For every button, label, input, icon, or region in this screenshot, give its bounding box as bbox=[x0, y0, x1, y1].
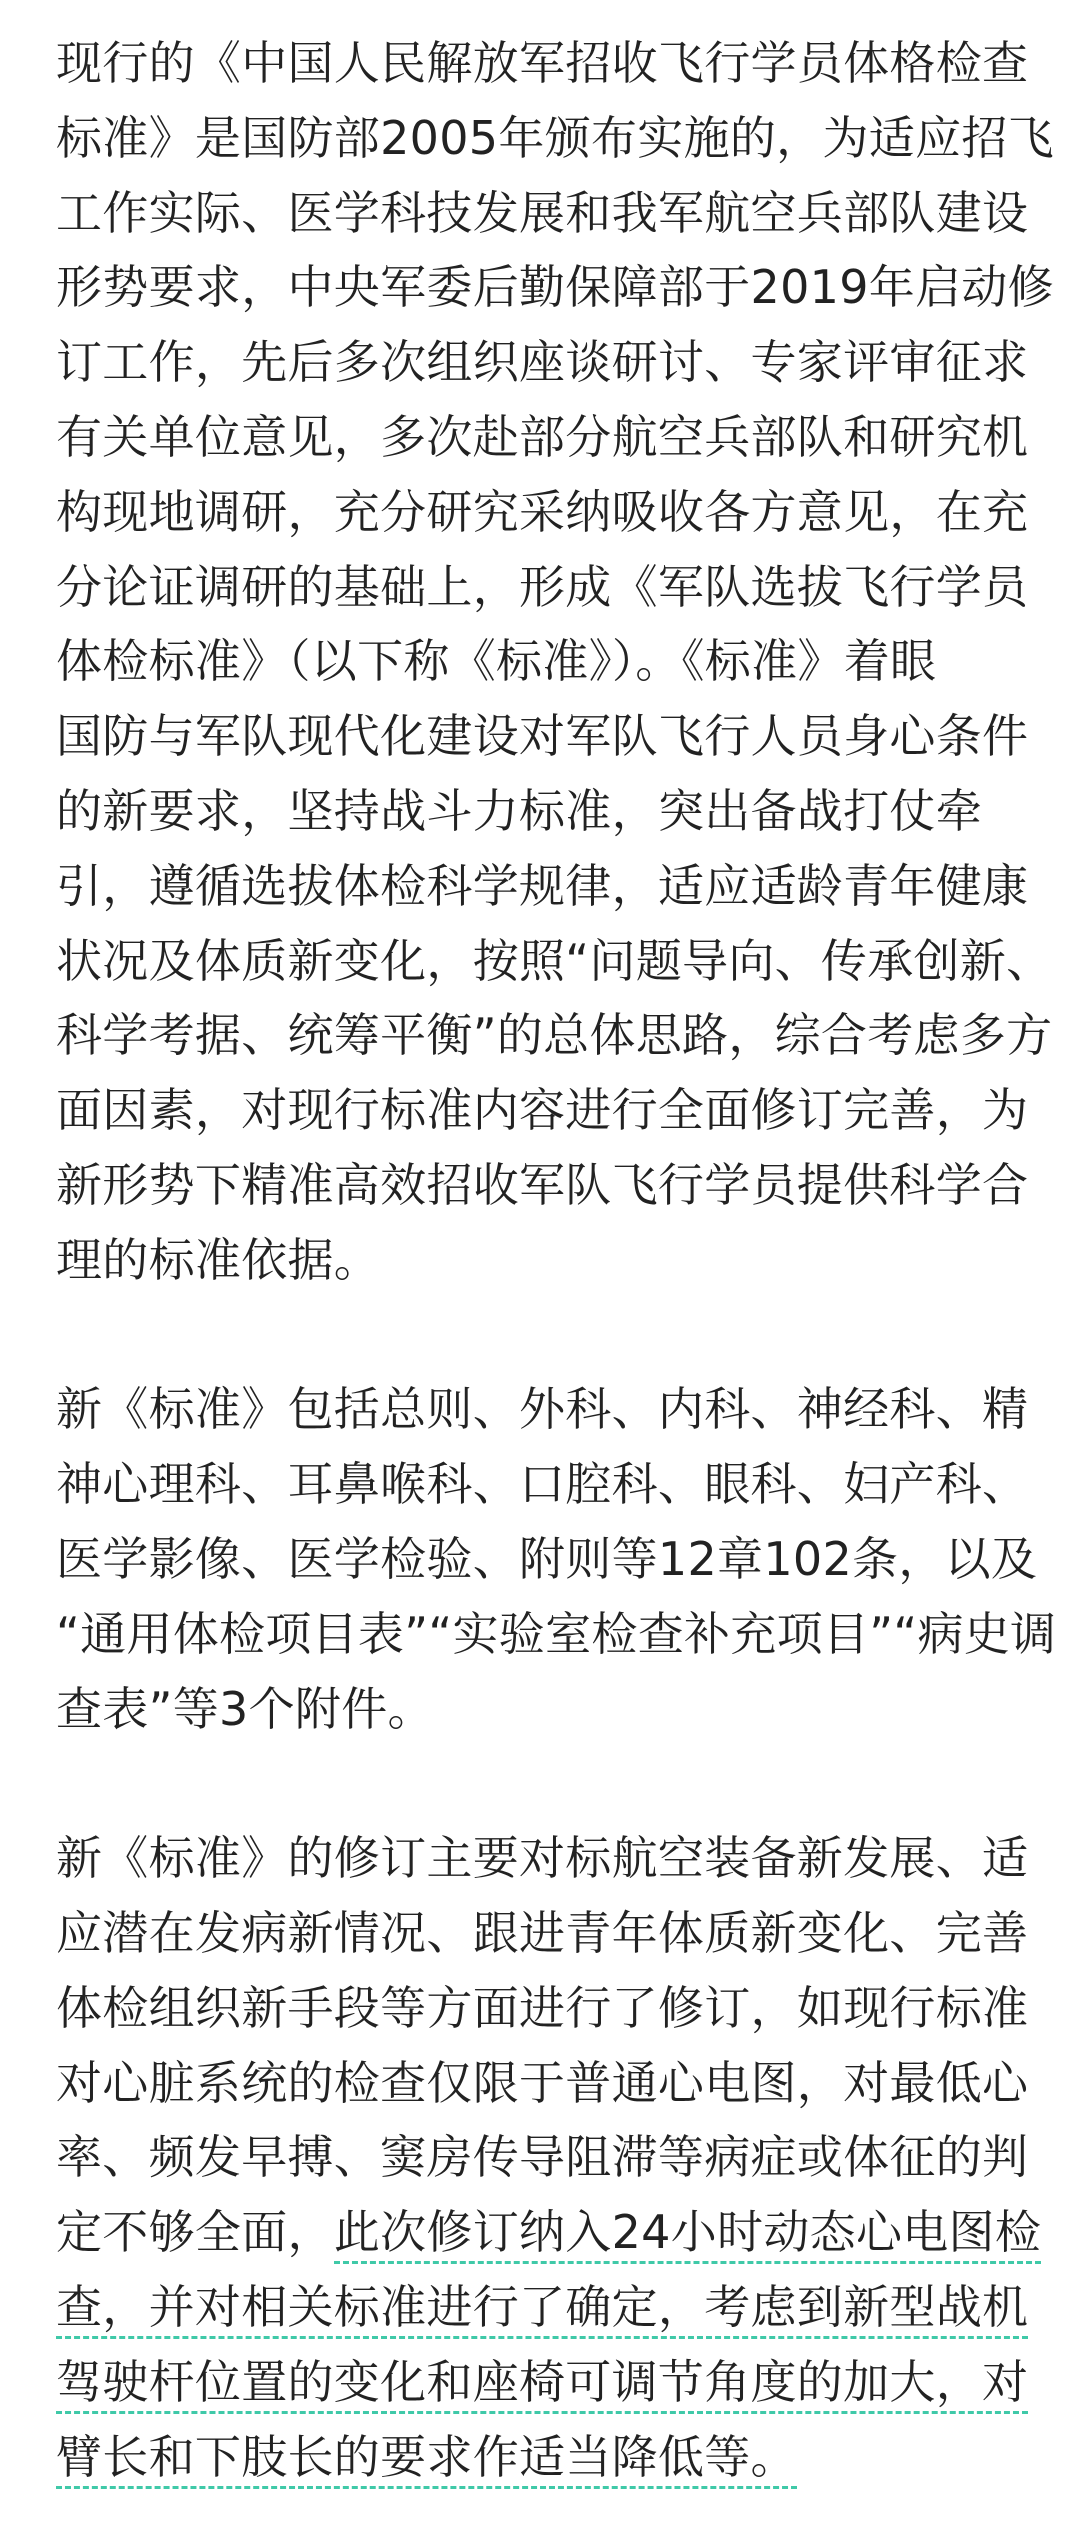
text-line: 订工作，先后多次组织座谈研讨、专家评审征求 bbox=[56, 335, 1029, 390]
text-line: 有关单位意见，多次赴部分航空兵部队和研究机 bbox=[56, 409, 1029, 464]
highlighted-text[interactable]: 此次修订纳入24小时动态心电图检 bbox=[334, 2205, 1041, 2264]
text-line: 形势要求，中央军委后勤保障部于2019年启动修 bbox=[56, 260, 1054, 315]
text-line: 新形势下精准高效招收军队飞行学员提供科学合 bbox=[56, 1157, 1029, 1212]
text-line: 工作实际、医学科技发展和我军航空兵部队建设 bbox=[56, 185, 1029, 240]
text-line: 国防与军队现代化建设对军队飞行人员身心条件 bbox=[56, 709, 1029, 764]
text-line: 神心理科、耳鼻喉科、口腔科、眼科、妇产科、 bbox=[56, 1457, 1029, 1512]
text-line: 医学影像、医学检验、附则等12章102条，以及 bbox=[56, 1531, 1038, 1586]
text-line: 新《标准》的修订主要对标航空装备新发展、适 bbox=[56, 1831, 1029, 1886]
text-line: “通用体检项目表”“实验室检查补充项目”“病史调 bbox=[56, 1606, 1057, 1661]
text-line: 体检组织新手段等方面进行了修订，如现行标准 bbox=[56, 1980, 1029, 2035]
text-line: 标准》是国防部2005年颁布实施的，为适应招飞 bbox=[56, 110, 1054, 165]
text-line: 新《标准》包括总则、外科、内科、神经科、精 bbox=[56, 1382, 1029, 1437]
paragraph-1 bbox=[56, 26, 1054, 1298]
text-line: 率、频发早搏、窦房传导阻滞等病症或体征的判 bbox=[56, 2130, 1029, 2185]
text-line: 查表”等3个附件。 bbox=[56, 1681, 434, 1736]
paragraph-spacer bbox=[56, 1746, 1028, 1821]
text-line: 的新要求，坚持战斗力标准，突出备战打仗牵 bbox=[56, 783, 982, 838]
text-line: 面因素，对现行标准内容进行全面修订完善，为 bbox=[56, 1083, 1029, 1138]
text-line bbox=[56, 2270, 1028, 2345]
text-line: 状况及体质新变化，按照“问题导向、传承创新、 bbox=[56, 933, 1053, 988]
text-line: 分论证调研的基础上，形成《军队选拔飞行学员 bbox=[56, 559, 1029, 614]
text-line: 现行的《中国人民解放军招收飞行学员体格检查 bbox=[56, 36, 1029, 90]
text-line-mixed bbox=[56, 2195, 1042, 2270]
text-segment: 定不够全面， bbox=[56, 2205, 334, 2260]
paragraph-2 bbox=[56, 1372, 1057, 1746]
text-line: 引，遵循选拔体检科学规律，适应适龄青年健康 bbox=[56, 858, 1029, 913]
text-line bbox=[56, 2420, 1028, 2495]
text-line: 对心脏系统的检查仅限于普通心电图，对最低心 bbox=[56, 2055, 1029, 2110]
text-line bbox=[56, 2345, 1028, 2420]
text-line: 科学考据、统筹平衡”的总体思路，综合考虑多方 bbox=[56, 1008, 1053, 1063]
text-line: 构现地调研，充分研究采纳吸收各方意见，在充 bbox=[56, 484, 1029, 539]
paragraph-3 bbox=[56, 1821, 1042, 2494]
paragraph-spacer bbox=[56, 1298, 1028, 1373]
text-line: 理的标准依据。 bbox=[56, 1232, 381, 1287]
text-line: 应潜在发病新情况、跟进青年体质新变化、完善 bbox=[56, 1905, 1029, 1960]
highlighted-text[interactable]: 驾驶杆位置的变化和座椅可调节角度的加大，对 bbox=[56, 2355, 1028, 2414]
text-line: 体检标准》（以下称《标准》）。《标准》着眼 bbox=[56, 634, 937, 689]
highlighted-text[interactable]: 臂长和下肢长的要求作适当降低等。 bbox=[56, 2430, 797, 2489]
highlighted-text[interactable]: 查，并对相关标准进行了确定，考虑到新型战机 bbox=[56, 2280, 1028, 2339]
